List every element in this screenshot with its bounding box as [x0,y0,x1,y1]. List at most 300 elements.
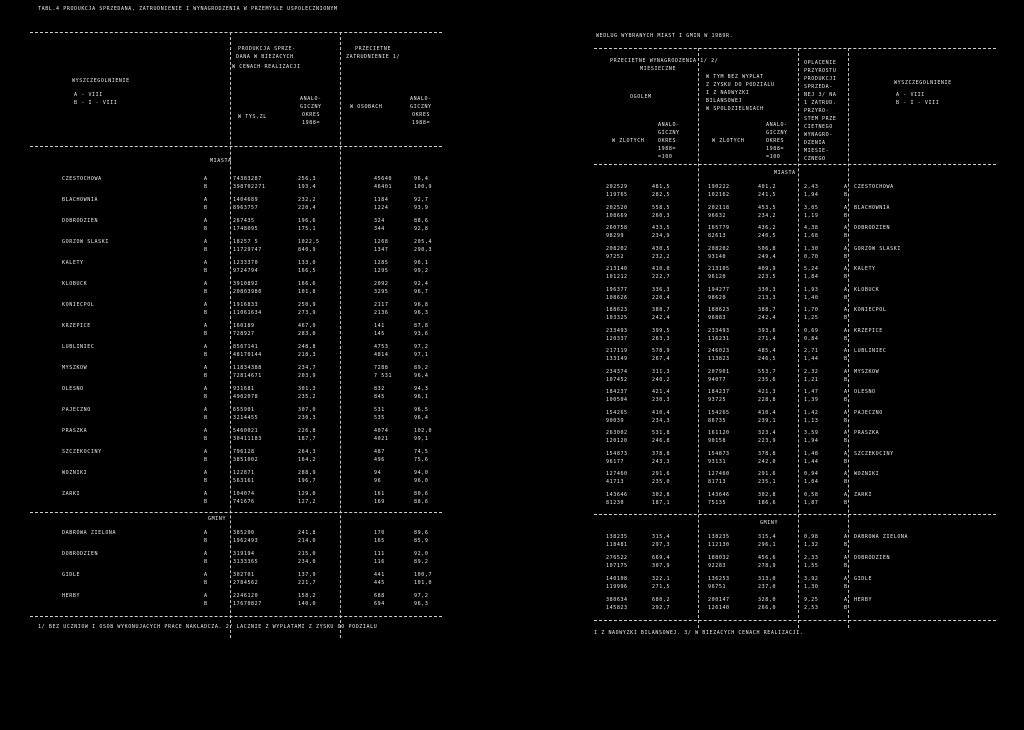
row-marker-a: A [204,239,208,245]
cell-a: 531 [374,407,385,413]
col-persons-header: W OSOBACH [350,104,383,110]
row-marker-a: A [204,344,208,350]
analog-header-2: GICZNY [300,104,322,110]
cell-b: 90158 [708,438,727,444]
cell-a: 217119 [606,348,628,354]
row-name: DOBRODZIEN [62,551,99,557]
cell-a: 1,70 [804,307,819,313]
cell-a: 2117 [374,302,389,308]
cell-b: 840,9 [298,247,317,253]
pay-header-4: SPRZEDA- [804,84,833,90]
cell-b: 249,4 [758,253,777,260]
row-marker-b: B [204,436,208,442]
cell-b: 290,3 [414,247,433,253]
cell-a: 467,9 [298,323,317,329]
cell-a: 166,6 [298,281,317,287]
cell-a: 96,5 [414,407,429,413]
row-marker-a: A [844,534,848,540]
row-name: KALETY [854,266,876,272]
row-marker-a: A [844,184,848,190]
footer-rule [30,616,442,617]
cell-b: 96,0 [414,478,429,484]
cell-a: 433,5 [652,225,671,231]
cell-b: 1,94 [804,192,819,198]
cell-a: 330,3 [758,286,777,293]
cell-a: 4753 [374,344,389,350]
cell-b: 282,5 [652,192,671,198]
cell-a: 154265 [708,409,730,416]
row-marker-a: A [844,327,848,334]
cell-b: 267,4 [652,356,671,362]
cell-a: 315,4 [758,534,777,540]
row-name: LUBLINIEC [854,348,887,354]
cell-b: 72814671 [233,373,262,379]
cell-a: 323,4 [758,430,777,436]
cell-a: 301,3 [298,386,317,392]
cell-b: 99,1 [414,436,429,442]
col-zl2-header: W ZLOTYCH [712,138,745,144]
cell-b: 92283 [708,563,727,569]
cell-b: 85,9 [414,538,429,544]
cell-b: 1,13 [804,417,819,424]
row-marker-b: B [844,294,848,301]
cell-a: 7288 [374,365,389,371]
cell-a: 80,6 [414,491,429,497]
footnote: 1/ BEZ UCZNIOW I OSOB WYKONUJACYCH PRACE NAKLADCZA. 2/ LACZNIE Z WYPLATAMI Z ZYSKU DO PODZIALU [38,624,378,630]
cell-a: 241,8 [298,530,317,536]
row-marker-b: B [204,373,208,379]
cell-b: 234,3 [652,417,671,424]
footer-rule [594,620,996,621]
cell-a: 233493 [708,327,730,334]
row-name: OLESNO [854,389,876,395]
cell-a: 399,5 [652,327,671,334]
row-name: BLACHOWNIA [854,204,891,211]
row-name: KONIECPOL [854,307,887,313]
cell-a: 328,0 [758,597,777,603]
cell-a: 143646 [708,491,730,498]
row-marker-b: B [204,205,208,211]
table-title: WEDLUG WYBRANYCH MIAST I GMIN W 1989R. [596,33,734,39]
cell-b: 96120 [708,274,727,280]
cell-b: 116231 [708,335,730,342]
row-marker-b: B [204,184,208,190]
section-cities-label: MIASTA [774,170,796,176]
cell-b: 292,7 [652,605,671,611]
cell-b: 100,9 [414,184,433,190]
cell-b: 2,53 [804,605,819,611]
cell-b: 166,5 [298,268,317,274]
cell-a: 410,4 [652,409,671,416]
row-marker-a: A [204,281,208,287]
cell-a: 89,2 [414,365,429,371]
cell-a: 336,3 [652,286,671,293]
cell-a: 441 [374,572,385,578]
cell-a: 100,7 [414,572,433,578]
cell-b: 187,1 [652,499,671,506]
cell-b: 1,39 [804,397,819,403]
row-marker-a: A [844,368,848,375]
row-marker-b: B [844,192,848,198]
cell-a: 315,4 [652,534,671,540]
cell-b: 307,9 [652,563,671,569]
cell-b: 4902078 [233,394,259,400]
cell-a: 140108 [606,576,628,582]
cell-a: 1,30 [804,245,819,252]
excl-header-1: W TYM BEZ WYPLAT [706,74,764,80]
analog2-header-2: GICZNY [766,130,788,136]
cell-a: 143646 [606,491,628,498]
cell-a: 485,4 [758,348,777,354]
row-marker-b: B [204,499,208,505]
cell-a: 102,0 [414,428,433,434]
excl-header-2: Z ZYSKU DO PODZIALU [706,82,775,88]
pay-header-3: PRODUKCJI [804,76,837,82]
cell-b: 221,7 [298,580,317,586]
cell-b: 0,84 [804,335,819,342]
row-name: DOBRODZIEN [854,225,891,231]
cell-b: 741676 [233,499,255,505]
row-name: DOBRODZIEN [854,555,891,561]
row-name: GIDLE [854,576,873,582]
analog2-header-3: OKRES [412,112,431,118]
row-marker-b: B [844,479,848,485]
row-marker-a: A [204,260,208,266]
cell-a: 122871 [233,470,255,476]
row-name: KALETY [62,260,84,266]
cell-b: 145 [374,331,385,337]
right-page [512,0,1024,730]
cell-b: 97252 [606,253,625,260]
cell-a: 401,2 [758,184,777,190]
cell-a: 160189 [233,323,255,329]
cell-a: 190222 [708,184,730,190]
cell-b: 108669 [606,212,628,219]
cell-b: 1,19 [804,212,819,219]
cell-b: 1,55 [804,563,819,569]
row-marker-b: B [204,247,208,253]
cell-a: 74383287 [233,176,262,182]
cell-b: 3214455 [233,415,259,421]
row-marker-b: B [204,538,208,544]
cell-b: 11061634 [233,310,262,316]
row-marker-b: B [204,394,208,400]
row-name: HERBY [62,593,81,599]
pay-header-1: OPLACENIE [804,60,837,66]
cell-b: 223,9 [758,438,777,444]
row-name: KRZEPICE [854,327,883,334]
cell-b: 101212 [606,274,628,280]
section-cities-label: MIASTA [210,158,232,164]
cell-b: 235,6 [758,376,777,383]
cell-a: 291,6 [758,471,777,477]
cell-a: 3,05 [804,204,819,211]
cell-b: 46401 [374,184,393,190]
row-marker-b: B [844,605,848,611]
row-marker-b: B [204,415,208,421]
cell-b: 260,3 [652,212,671,219]
row-marker-b: B [204,601,208,607]
row-marker-b: B [204,457,208,463]
cell-a: 92,4 [414,281,429,287]
cell-b: 8963757 [233,205,259,211]
cell-a: 215,0 [298,551,317,557]
cell-a: 194277 [708,286,730,293]
excl-header-5: W SPOLDZIELNIACH [706,106,764,112]
row-marker-a: A [844,576,848,582]
analog-header-1: ANALO- [658,122,680,128]
cell-a: 669,4 [652,555,671,561]
analog-header-5: =100 [658,154,673,160]
cell-b: 296,1 [758,542,777,548]
cell-b: 97,1 [414,352,429,358]
cell-b: 234,9 [652,233,671,239]
cell-a: 250,9 [298,302,317,308]
cell-a: 133,0 [298,260,317,266]
cell-b: 17670827 [233,601,262,607]
cell-b: 263,3 [652,335,671,342]
cell-a: 154873 [606,450,628,457]
cell-b: 445 [374,580,385,586]
cell-a: 96,8 [414,302,429,308]
cell-a: 208202 [708,245,730,252]
cell-a: 410,0 [652,266,671,272]
row-marker-a: A [204,323,208,329]
cell-b: 187,7 [298,436,317,442]
cell-b: 96883 [708,315,727,321]
cell-a: 553,7 [758,368,777,375]
col-zl-header: W ZLOTYCH [612,138,645,144]
table-title: TABL.4 PRODUKCJA SPRZEDANA, ZATRUDNIENIE I WYNAGRODZENIA W PRZEMYSLE USPOLECZNIONYM [38,6,338,12]
cell-b: 1,21 [804,376,819,383]
row-marker-b: B [844,253,848,260]
row-marker-a: A [204,218,208,224]
row-name: SZCZEKOCINY [62,449,102,455]
cell-b: 140,0 [298,601,317,607]
analog2-header-1: ANALO- [410,96,432,102]
row-marker-b: B [844,315,848,321]
cell-b: 3851002 [233,457,259,463]
cell-b: 169 [374,499,385,505]
pay-header-10: WYNAGRO- [804,132,833,138]
cell-a: 3910892 [233,281,259,287]
row-marker-a: A [204,176,208,182]
cell-b: 93,9 [414,205,429,211]
specification-header: WYSZCZEGOLNIENIE [72,78,130,84]
cell-b: 1748095 [233,226,259,232]
cell-b: 398702271 [233,184,266,190]
cell-a: 393,6 [758,327,777,334]
cell-b: 96,3 [414,601,429,607]
communes-rule [30,512,442,513]
row-marker-a: A [204,491,208,497]
cell-a: 94,3 [414,386,429,392]
cell-b: 126140 [708,605,730,611]
cell-b: 496 [374,457,385,463]
cell-b: 96,1 [414,394,429,400]
cell-a: 74,5 [414,449,429,455]
cell-a: 410,4 [758,409,777,416]
cell-b: 96,4 [414,373,429,379]
row-marker-a: A [844,450,848,457]
cell-a: 267435 [233,218,255,224]
row-marker-a: A [844,225,848,231]
cell-a: 127460 [708,471,730,477]
row-marker-b: B [844,376,848,383]
cell-b: 98299 [606,233,625,239]
cell-a: 655901 [233,407,255,413]
cell-a: 127460 [606,471,628,477]
cell-b: 240,5 [758,233,777,239]
cell-b: 7 531 [374,373,393,379]
cell-a: 264,3 [298,449,317,455]
cell-b: 90039 [606,417,625,424]
row-marker-a: A [844,266,848,272]
row-marker-b: B [204,268,208,274]
cell-a: 97,2 [414,344,429,350]
cell-b: 234,2 [758,212,777,219]
cell-b: 96 [374,478,382,484]
cell-b: 119765 [606,192,628,198]
cell-a: 138235 [708,534,730,540]
cell-b: 563161 [233,478,255,484]
cell-a: 246023 [708,348,730,354]
header-bottom-rule [594,164,996,165]
excl-header-4: BILANSOWEJ [706,98,743,104]
cell-a: 233493 [606,327,628,334]
cell-b: 9724794 [233,268,259,274]
cell-b: 273,9 [298,310,317,316]
row-marker-a: A [844,409,848,416]
cell-b: 1,25 [804,315,819,321]
cell-b: 235,1 [758,479,777,485]
row-marker-b: B [844,438,848,444]
cell-b: 213,3 [758,294,777,301]
cell-a: 88,6 [414,218,429,224]
cell-b: 30411183 [233,436,262,442]
cell-b: 81713 [708,479,727,485]
cell-a: 196377 [606,286,628,293]
row-name: ZARKI [62,491,81,497]
row-name: GORZOW SLASKI [62,239,109,245]
cell-a: 111 [374,551,385,557]
cell-a: 558,5 [652,204,671,211]
row-name: PRASZKA [854,430,880,436]
row-marker-a: A [844,204,848,211]
cell-a: 436,2 [758,225,777,231]
cell-b: 93,6 [414,331,429,337]
cell-a: 578,9 [652,348,671,354]
row-marker-b: B [844,274,848,280]
cell-b: 243,3 [652,458,671,465]
header-top-rule [30,32,442,33]
cell-a: 1022,5 [298,239,320,245]
cell-b: 81230 [606,499,625,506]
cell-b: 112130 [708,542,730,548]
cell-b: 535 [374,415,385,421]
cell-a: 165779 [708,225,730,231]
cell-b: 1347 [374,247,389,253]
cell-a: 2092 [374,281,389,287]
row-name: ZARKI [854,491,873,498]
section-communes-label: GMINY [760,520,779,526]
cell-b: 1,87 [804,499,819,506]
cell-a: 1233370 [233,260,259,266]
cell-a: 1916833 [233,302,259,308]
cell-a: 688 [374,593,385,599]
cell-a: 136253 [708,576,730,582]
row-marker-a: A [204,302,208,308]
row-name: KLOBUCK [854,286,880,293]
col-divider [340,32,341,638]
row-marker-b: B [204,310,208,316]
cell-a: 380634 [606,597,628,603]
cell-a: 378,8 [652,450,671,457]
analog-header-4: 1988= [658,146,677,152]
cell-b: 96177 [606,458,625,465]
cell-b: 3295 [374,289,389,295]
cell-b: 222,7 [652,274,671,280]
cell-b: 220,4 [298,205,317,211]
pay-header-13: CZNEGO [804,156,826,162]
cell-b: 101,8 [298,289,317,295]
cell-a: 3,92 [804,576,819,582]
cell-b: 186,6 [758,499,777,506]
cell-a: 5460021 [233,428,259,434]
cell-a: 680,2 [652,597,671,603]
cell-b: 241,5 [758,192,777,198]
cell-a: 205,4 [414,239,433,245]
cell-b: 1,40 [804,294,819,301]
cell-b: 101,0 [414,580,433,586]
cell-a: 234,7 [298,365,317,371]
cell-a: 506,8 [758,245,777,252]
production-header-3: W CENACH REALIZACJI [232,64,301,70]
cell-a: 87,8 [414,323,429,329]
row-marker-a: A [204,407,208,413]
cell-b: 75,6 [414,457,429,463]
cell-a: 0,69 [804,327,819,334]
cell-a: 487 [374,449,385,455]
cell-a: 1,93 [804,286,819,293]
cell-a: 0,58 [804,491,819,498]
cell-b: 214,0 [298,538,317,544]
row-marker-b: B [204,331,208,337]
row-name: GORZOW SLASKI [854,245,901,252]
row-name: BLACHOWNIA [62,197,99,203]
pay-header-12: MIESIE- [804,148,830,154]
row-marker-a: A [844,597,848,603]
cell-b: 98620 [708,294,727,301]
row-name: CZESTOCHOWA [62,176,102,182]
cell-a: 430,5 [652,245,671,252]
cell-b: 1,68 [804,233,819,239]
cell-a: 311,3 [652,368,671,375]
cell-a: 184237 [708,389,730,395]
row-marker-a: A [844,307,848,313]
cell-b: 107452 [606,376,628,383]
communes-rule [594,514,996,515]
cell-a: 96,1 [414,260,429,266]
cell-b: 4814 [374,352,389,358]
cell-b: 228,8 [758,397,777,403]
row-marker-a: A [204,365,208,371]
row-marker-a: A [204,593,208,599]
row-marker-b: B [844,584,848,590]
cell-a: 385200 [233,530,255,536]
row-name: WOZNIKI [854,471,880,477]
cell-a: 94,0 [414,470,429,476]
